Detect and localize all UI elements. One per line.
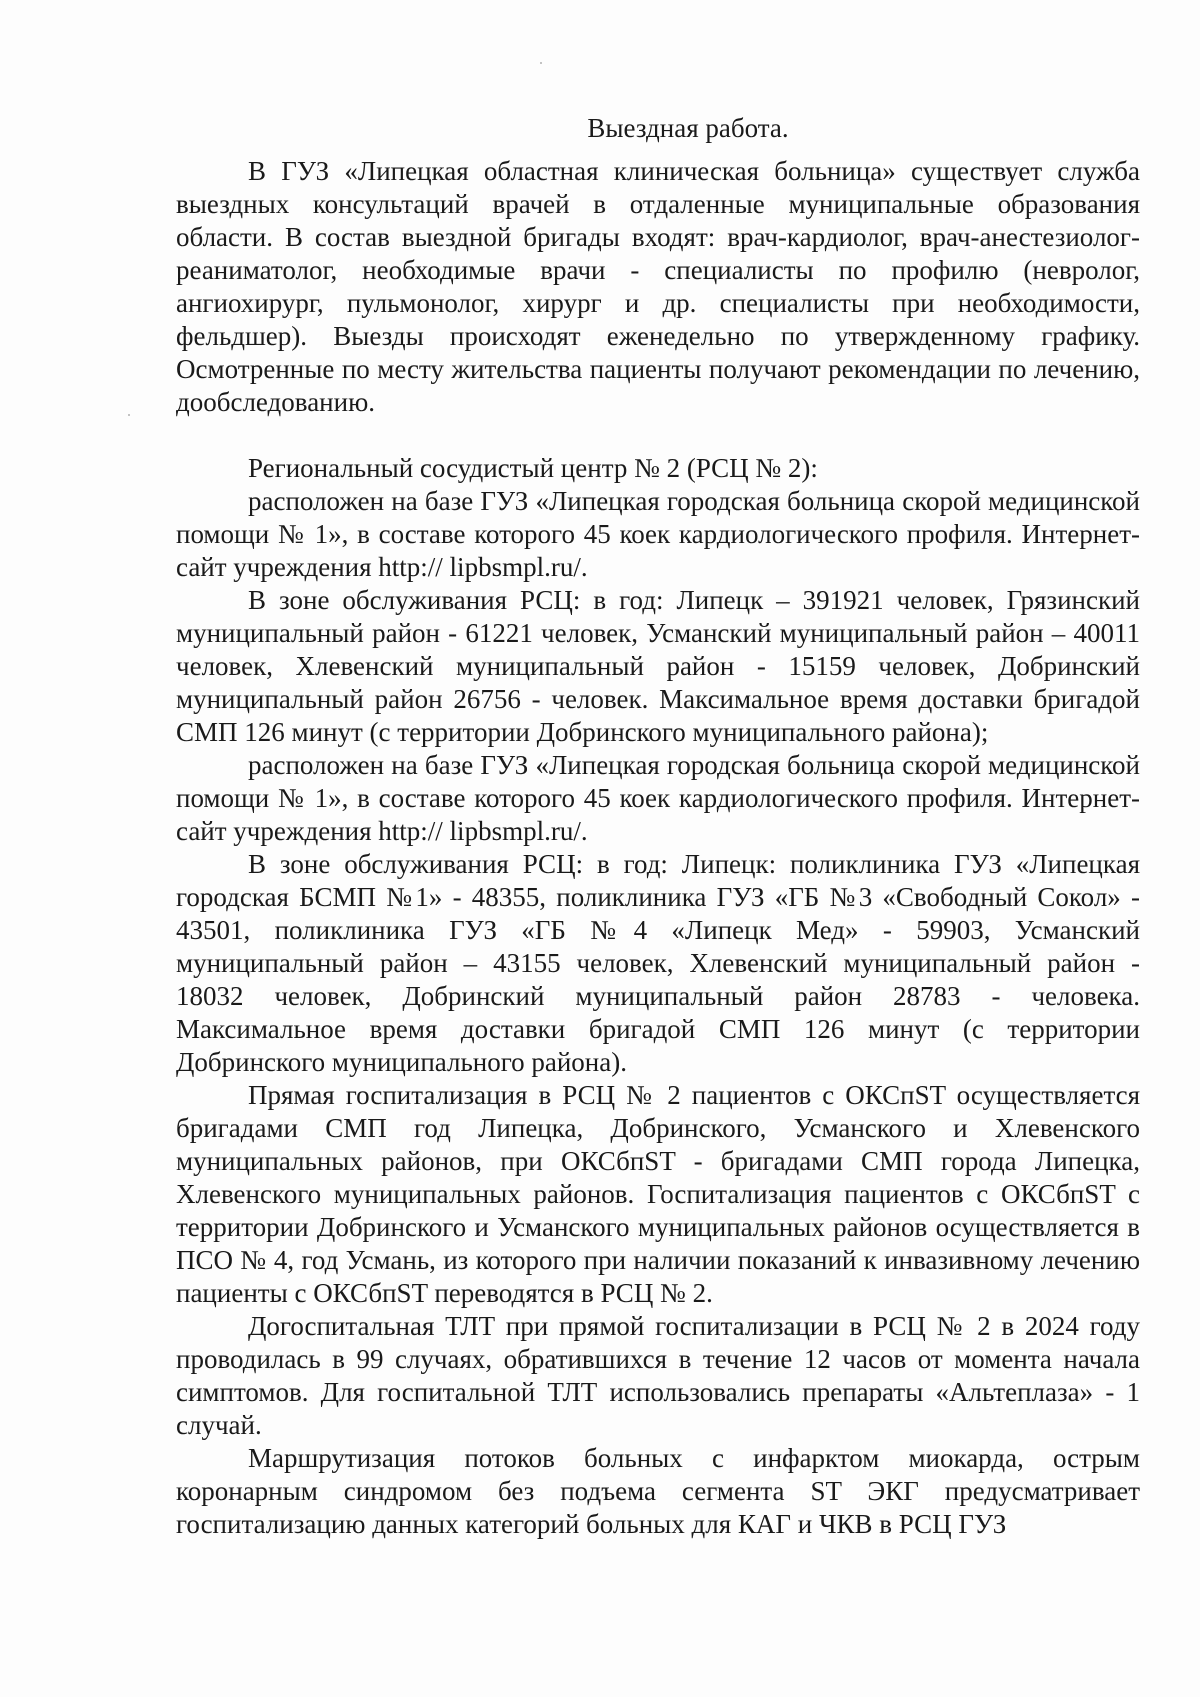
- scan-speck: [540, 62, 542, 64]
- paragraph-rsc-heading: Региональный сосудистый центр № 2 (РСЦ № 2):: [248, 453, 818, 483]
- paragraph-rsc-location-1: расположен на базе ГУЗ «Липецкая городская больница скорой медицинской помощи № 1», в составе которого 45 коек кардиологического профиля. Интернет-сайт учреждения http:// lipbsmpl.ru/.: [176, 486, 1140, 582]
- paragraph-routing: Маршрутизация потоков больных с инфарктом миокарда, острым коронарным синдромом без подъема сегмента ST ЭКГ предусматривает госпитализацию данных категорий больных для КАГ и ЧКВ в РСЦ ГУЗ: [176, 1443, 1140, 1539]
- paragraph-rsc-service-zone-1: В зоне обслуживания РСЦ: в год: Липецк – 391921 человек, Грязинский муниципальный район - 61221 человек, Усманский муниципальный район – 40011 человек, Хлевенский муниципальный район - 15159 человек, Добринский муниципальный район 26756 - человек. Максимальное время доставки бригадой СМП 126 минут (с территории Добринского муниципального района);: [176, 585, 1140, 747]
- paragraph-direct-hospitalization: Прямая госпитализация в РСЦ № 2 пациентов с ОКСпST осуществляется бригадами СМП год Липецка, Добринского, Усманского и Хлевенского муниципальных районов, при ОКСбпST - бригадами СМП города Липецка, Хлевенского муниципальных районов. Госпитализация пациентов с ОКСбпST с территории Добринского и Усманского муниципальных районов осуществляется в ПСО № 4, год Усмань, из которого при наличии показаний к инвазивному лечению пациенты с ОКСбпST переводятся в РСЦ № 2.: [176, 1080, 1140, 1308]
- document-body: [176, 112, 1140, 1541]
- scan-speck: [128, 414, 130, 416]
- paragraph-field-work: В ГУЗ «Липецкая областная клиническая больница» существует служба выездных консультаций врачей в отдаленные муниципальные образования области. В состав выездной бригады входят: врач-кардиолог, врач-анестезиолог-реаниматолог, необходимые врачи - специалисты по профилю (невролог, ангиохирург, пульмонолог, хирург и др. специалисты при необходимости, фельдшер). Выезды происходят еженедельно по утвержденному графику. Осмотренные по месту жительства пациенты получают рекомендации по лечению, дообследованию.: [176, 156, 1140, 417]
- paragraph-rsc-service-zone-2: В зоне обслуживания РСЦ: в год: Липецк: поликлиника ГУЗ «Липецкая городская БСМП №1» - 48355, поликлиника ГУЗ «ГБ №3 «Свободный Сокол» - 43501, поликлиника ГУЗ «ГБ №4 «Липецк Мед» - 59903, Усманский муниципальный район – 43155 человек, Хлевенский муниципальный район - 18032 человек, Добринский муниципальный район 28783 - человека. Максимальное время доставки бригадой СМП 126 минут (с территории Добринского муниципального района).: [176, 849, 1140, 1077]
- paragraph-prehospital-tlt: Догоспитальная ТЛТ при прямой госпитализации в РСЦ № 2 в 2024 году проводилась в 99 случаях, обратившихся в течение 12 часов от момента начала симптомов. Для госпитальной ТЛТ использовались препараты «Альтеплаза» - 1 случай.: [176, 1311, 1140, 1440]
- document-title: Выездная работа.: [587, 113, 789, 143]
- paragraph-rsc-location-2: расположен на базе ГУЗ «Липецкая городская больница скорой медицинской помощи № 1», в составе которого 45 коек кардиологического профиля. Интернет-сайт учреждения http:// lipbsmpl.ru/.: [176, 750, 1140, 846]
